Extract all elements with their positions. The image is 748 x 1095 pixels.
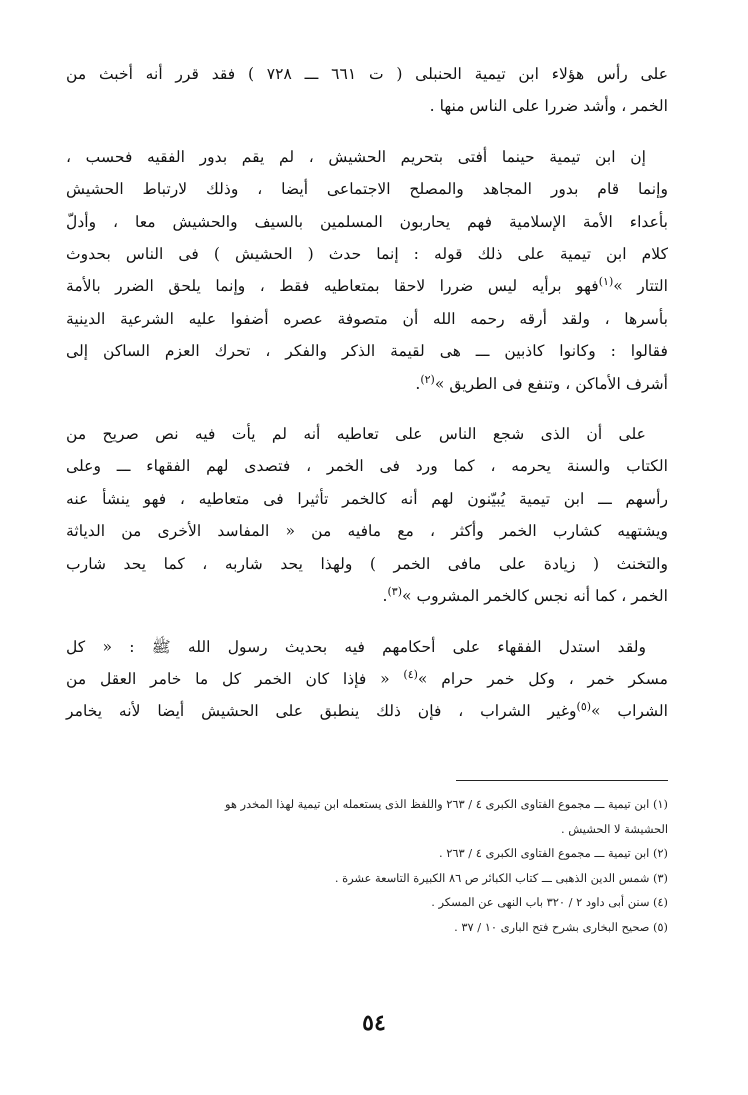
footnote-ref: (٥) [576, 700, 592, 714]
text-segment: مسكر خمر ، وكل خمر حرام » [417, 669, 668, 688]
footnote-item: (٢) ابن تيمية ـــ مجموع الفتاوى الكبرى ٤ / ٢٦٣ . [439, 846, 668, 861]
footnote-divider [456, 780, 668, 781]
text-segment: أشرف الأماكن ، وتنفع فى الطريق » [434, 374, 668, 393]
text-line: فقالوا : وكانوا كاذبين ـــ هى لقيمة الذكر والفكر ، تحرك العزم الساكن إلى [66, 342, 668, 361]
footnote-item: (٣) شمس الدين الذهبى ـــ كتاب الكبائر ص ٨٦ الكبيرة التاسعة عشرة . [334, 870, 668, 885]
text-line: على أن الذى شجع الناس على تعاطيه أنه لم يأت فيه نص صريح من [66, 425, 646, 444]
text-segment: . [382, 587, 388, 606]
main-text [66, 58, 668, 746]
text-segment: . [415, 374, 421, 393]
text-line: على رأس هؤلاء ابن تيمية الحنبلى ( ت ٦٦١ ـــ ٧٢٨ ) فقد قرر أنه أخبث من [66, 65, 669, 83]
text-line: كلام ابن تيمية على ذلك قوله : إنما حدث ( الحشيش ) فى الناس بحدوث [66, 245, 668, 264]
footnote-item: (٤) سنن أبى داود ٢ / ٣٢٠ باب النهى عن المسكر . [431, 895, 668, 910]
paragraph-2 [66, 141, 668, 400]
text-line: وإنما قام بدور المجاهد والمصلح الاجتماعى أيضا ، وذلك لارتباط الحشيش [66, 180, 668, 199]
footnotes [66, 792, 668, 940]
footnote-ref: (٣) [387, 584, 402, 598]
text-line: إن ابن تيمية حينما أفتى بتحريم الحشيش ، لم يقم بدور الفقيه فحسب ، [66, 147, 646, 166]
text-segment: الخمر ، كما أنه نجس كالخمر المشروب » [402, 587, 668, 606]
footnote-ref: (٤) [403, 667, 418, 681]
footnote-ref: (٢) [420, 372, 435, 386]
paragraph-4 [66, 631, 668, 728]
text-segment: التتار » [613, 277, 668, 296]
text-line: والتخنث ( زيادة على مافى الخمر ) ولهذا يحد شاربه ، كما يحد شارب [66, 554, 668, 573]
footnote-item: (١) ابن تيمية ـــ مجموع الفتاوى الكبرى ٤ / ٢٦٣ واللفظ الذى يستعمله ابن تيمية لهذا المخدر هو [225, 797, 668, 811]
text-line [66, 270, 668, 302]
text-line [66, 695, 668, 727]
text-line: الخمر ، وأشد ضررا على الناس منها . [429, 97, 668, 116]
text-line: ويشتهيه كشارب الخمر وأكثر ، مع مافيه من « المفاسد الأخرى من الدياثة [66, 522, 668, 541]
text-line: الكتاب والسنة يحرمه ، كما ورد فى الخمر ، فتصدى لهم الفقهاء ـــ وعلى [66, 457, 668, 476]
text-line: ولقد استدل الفقهاء على أحكامهم فيه بحديث رسول الله ﷺ : « كل [66, 637, 646, 656]
text-segment: الشراب » [591, 702, 669, 721]
footnote-item: الحشيشة لا الحشيش . [561, 821, 668, 836]
footnote-item: (٥) صحيح البخارى بشرح فتح البارى ١٠ / ٣٧ . [454, 919, 668, 934]
text-line: بأعداء الأمة الإسلامية فهم يحاربون المسلمين بالسيف والحشيش معا ، وأدلّ [66, 212, 668, 231]
page-number: ٥٤ [362, 1010, 386, 1036]
text-line [66, 580, 668, 612]
text-segment: وغير الشراب ، فإن ذلك ينطبق على الحشيش أيضا لأنه يخامر [66, 702, 577, 721]
text-line [66, 368, 668, 400]
text-line: رأسهم ـــ ابن تيمية يُبيّنون لهم أنه كالخمر تأثيرا فى متعاطيه ، فهو ينشأ عنه [66, 489, 668, 508]
paragraph-3 [66, 418, 668, 612]
paragraph-1 [66, 58, 668, 123]
text-segment: « فإذا كان الخمر كل ما خامر العقل من [66, 669, 404, 688]
text-line: بأسرها ، ولقد أرقه رحمه الله أن متصوفة عصره أضفوا عليه الشرعية الدينية [66, 309, 668, 328]
footnote-ref: (١) [598, 275, 614, 289]
text-line [66, 663, 668, 695]
text-segment: فهو برأيه ليس ضررا لاحقا بمتعاطيه فقط ، وإنما يلحق الضرر بالأمة [66, 277, 599, 296]
